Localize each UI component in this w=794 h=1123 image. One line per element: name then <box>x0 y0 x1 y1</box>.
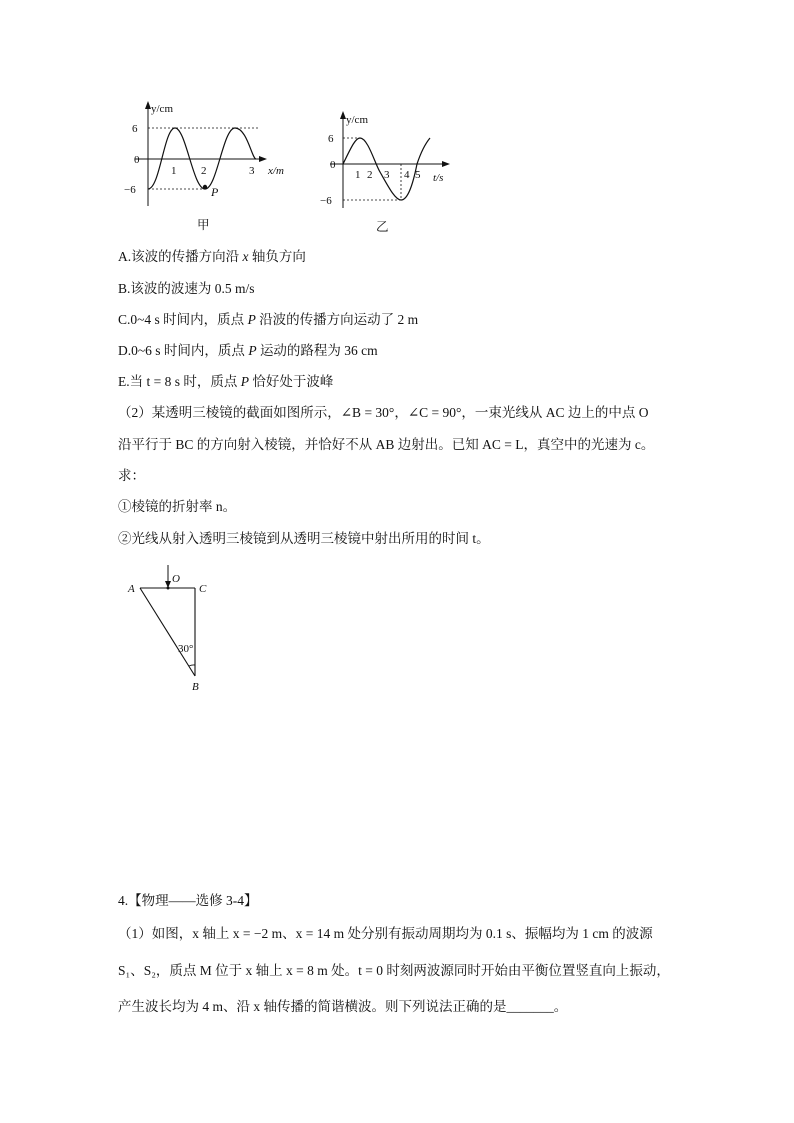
y-tick-6: 6 <box>328 133 334 145</box>
wave-graph-jia <box>115 98 295 210</box>
x-tick-5: 5 <box>415 169 421 181</box>
x-tick-3: 3 <box>384 169 390 181</box>
problem2-line2: 沿平行于 BC 的方向射入棱镜，并恰好不从 AB 边射出。已知 AC = L，真空中的光速为 c。 <box>118 437 655 452</box>
y-axis-label: y/cm <box>151 103 173 115</box>
q4-title: 4.【物理——选修 3-4】 <box>118 893 258 908</box>
option-b: B.该波的波速为 0.5 m/s <box>118 281 255 296</box>
y-tick-0: 0 <box>330 159 336 171</box>
q4-line2: S₁、S₂，质点 M 位于 x 轴上 x = 8 m 处。t = 0 时刻两波源同时开始由平衡位置竖直向上振动， <box>118 963 670 978</box>
x-tick-1: 1 <box>355 169 361 181</box>
option-a: A.该波的传播方向沿 x 轴负方向 <box>118 249 306 264</box>
problem2-line3: 求： <box>118 468 145 483</box>
caption-yi: 乙 <box>376 220 389 234</box>
q4-line1: （1）如图，x 轴上 x = −2 m、x = 14 m 处分别有振动周期均为 0.1 s、振幅均为 1 cm 的波源 <box>118 926 653 941</box>
option-c: C.0~4 s 时间内，质点 P 沿波的传播方向运动了 2 m <box>118 312 419 327</box>
x-tick-2: 2 <box>367 169 373 181</box>
prism-diagram <box>120 560 220 695</box>
y-tick-6: 6 <box>132 123 138 135</box>
vibration-graph-yi <box>320 106 460 212</box>
point-o-label: O <box>172 573 180 585</box>
vertex-c-label: C <box>199 583 207 595</box>
angle-label: 30° <box>178 643 194 655</box>
y-tick-0: 0 <box>134 154 140 166</box>
option-e: E.当 t = 8 s 时，质点 P 恰好处于波峰 <box>118 374 334 389</box>
x-axis-label: t/s <box>433 172 444 184</box>
x-tick-2: 2 <box>201 165 207 177</box>
vertex-a-label: A <box>128 583 135 595</box>
x-tick-3: 3 <box>249 165 255 177</box>
y-axis-label: y/cm <box>346 114 368 126</box>
caption-jia: 甲 <box>197 218 210 232</box>
y-tick-neg6: −6 <box>124 184 136 196</box>
problem2-line1: （2）某透明三棱镜的截面如图所示，∠B = 30°，∠C = 90°，一束光线从 AC 边上的中点 O <box>118 405 649 420</box>
q4-line3: 产生波长均为 4 m、沿 x 轴传播的简谐横波。则下列说法正确的是_______。 <box>118 999 568 1014</box>
x-tick-4: 4 <box>404 169 410 181</box>
x-axis-label: x/m <box>268 165 284 177</box>
option-d: D.0~6 s 时间内，质点 P 运动的路程为 36 cm <box>118 343 378 358</box>
point-p-label: P <box>211 185 219 199</box>
vertex-b-label: B <box>192 681 199 693</box>
x-tick-1: 1 <box>171 165 177 177</box>
y-tick-neg6: −6 <box>320 195 332 207</box>
problem2-q2: ②光线从射入透明三棱镜到从透明三棱镜中射出所用的时间 t。 <box>118 531 490 546</box>
point-p <box>203 185 207 189</box>
problem2-q1: ①棱镜的折射率 n。 <box>118 499 237 514</box>
